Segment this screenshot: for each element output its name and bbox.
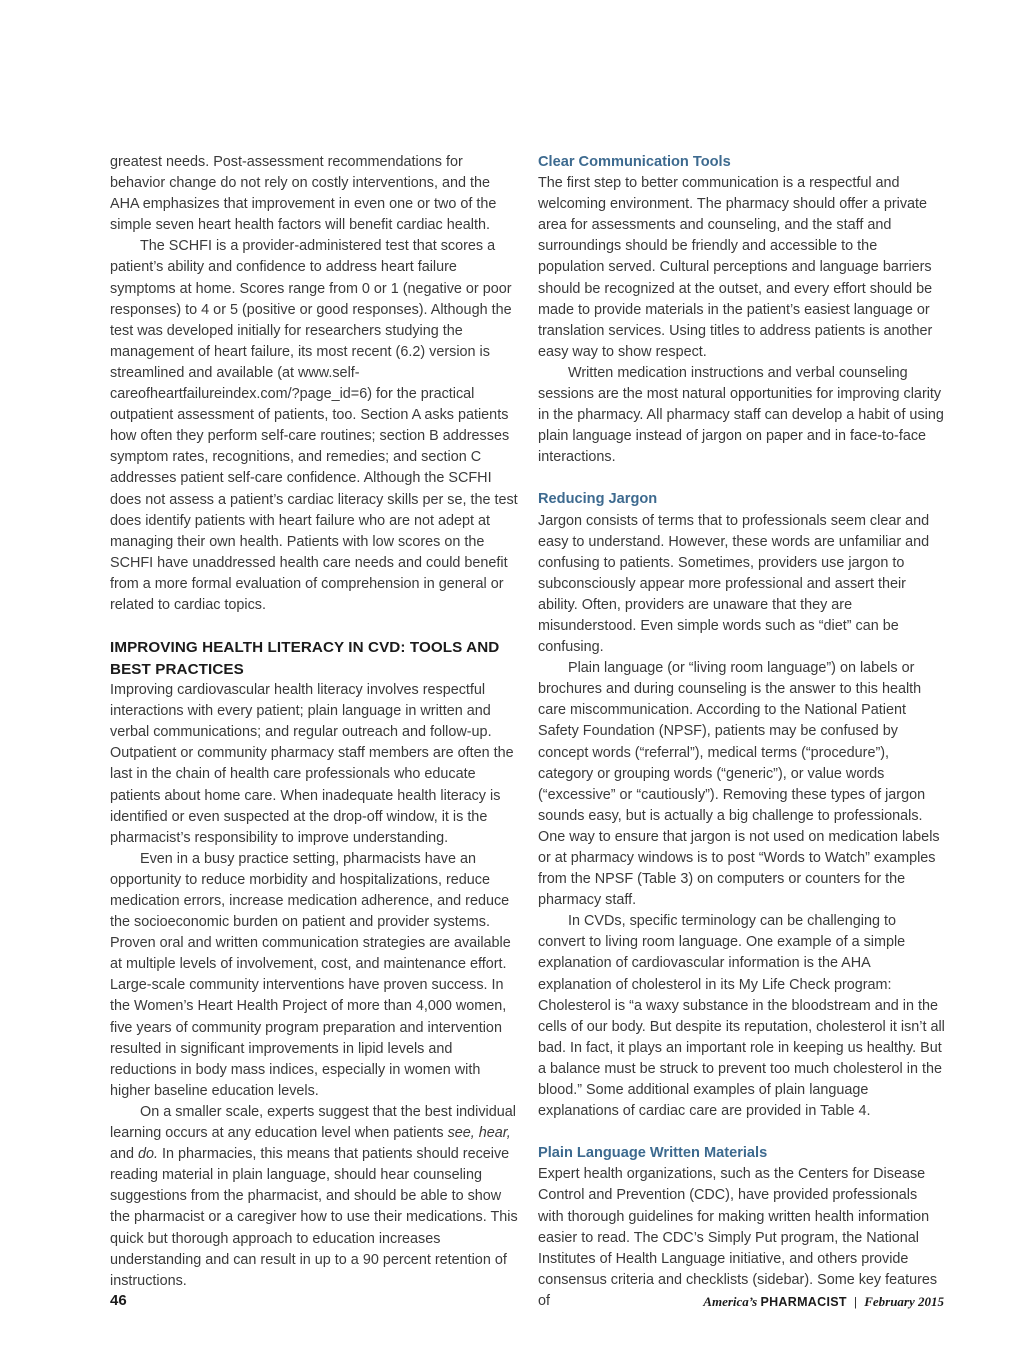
page-number: 46: [110, 1292, 127, 1309]
body-paragraph: Improving cardiovascular health literacy involves respectful interactions with every patient; plain language in written and verbal communications; and regular outreach and follow-up. Outpatient or community pharmacy staff members are often the last in the chain of health care professionals who educate patients about home care. When inadequate health literacy is identified or even suspected at the drop-off window, it is the pharmacist’s responsibility to improve understanding.: [110, 682, 514, 846]
text-run: In pharmacies, this means that patients should receive reading material in plain language, should hear counseling suggestions from the pharmacist, and should be able to show the pharmacist or a caregiver how to use their medications. This quick but thorough approach to education increases understanding and can result in up to a 90 percent retention of instructions.: [110, 1146, 518, 1289]
publication-prefix: America’s: [703, 1294, 758, 1309]
emphasis-text: see, hear,: [447, 1125, 511, 1142]
body-paragraph: The first step to better communication is a respectful and welcoming environment. The pharmacy should offer a private area for assessments and counseling, and the staff and surroundings should be friendly and accessible to the population served. Cultural perceptions and language barriers should be recognized at the outset, and every effort should be made to provide materials in the patient’s easiest language or translation services. Using titles to address patients is another easy way to show respect.: [538, 175, 933, 360]
body-paragraph: Expert health organizations, such as the Centers for Disease Control and Prevention (CDC), have provided professionals with thorough guidelines for making written health information easier to read. The CDC’s Simply Put program, the National Institutes of Health Language initiative, and others provide consensus criteria and checklists (sidebar). Some key features of: [538, 1166, 938, 1309]
issue-date: February 2015: [864, 1294, 944, 1309]
left-column: [110, 152, 520, 1292]
subsection-heading: Clear Communication Tools: [538, 154, 731, 170]
publication-name: PHARMACIST: [760, 1295, 847, 1309]
body-paragraph: greatest needs. Post-assessment recommendations for behavior change do not rely on costly interventions, and the AHA emphasizes that improvement in even one or two of the simple seven heart health factors will benefit cardiac health.: [110, 154, 497, 234]
text-run: and: [110, 1146, 139, 1163]
subsection-heading: Reducing Jargon: [538, 491, 658, 508]
running-footer: [703, 1294, 944, 1310]
section-heading: IMPROVING HEALTH LITERACY IN CVD: TOOLS AND BEST PRACTICES: [110, 639, 500, 678]
body-paragraph: [110, 1102, 520, 1292]
body-paragraph: In CVDs, specific terminology can be challenging to convert to living room language. One example of a simple explanation of cardiovascular information is the AHA explanation of cholesterol in its My Life Check program: Cholesterol is “a waxy substance in the bloodstream and in the cells of our body. But despite its reputation, cholesterol it isn’t all bad. In fact, it plays an important role in keeping us healthy. But a balance must be struck to prevent too much cholesterol in the blood.” Some additional examples of plain language explanations of cardiac care are provided in Table 4.: [538, 913, 945, 1120]
emphasis-text: do.: [138, 1146, 159, 1163]
body-paragraph: Plain language (or “living room language”) on labels or brochures and during counseling is the answer to this health care miscommunication. According to the National Patient Safety Foundation (NPSF), patients may be confused by concept words (“referral”), medical terms (“procedure”), category or grouping words (“generic”), or value words (“excessive” or “cautiously”). Removing these types of jargon sounds easy, but is actually a big challenge to professionals. One way to ensure that jargon is not used on medication labels or at pharmacy windows is to post “Words to Watch” examples from the NPSF (Table 3) on computers or counters for the pharmacy staff.: [538, 660, 940, 909]
subsection-heading: Plain Language Written Materials: [538, 1145, 768, 1162]
body-paragraph: Written medication instructions and verbal counseling sessions are the most natural opportunities for improving clarity in the pharmacy. All pharmacy staff can develop a habit of using plain language instead of jargon on paper and in face-to-face interactions.: [538, 364, 944, 466]
right-column: [538, 152, 946, 1312]
body-paragraph: The SCHFI is a provider-administered test that scores a patient’s ability and confidence to address heart failure symptoms at home. Scores range from 0 or 1 (negative or poor responses) to 4 or 5 (positive or good responses). Although the test was developed initially for researchers studying the management of heart failure, its most recent (6.2) version is streamlined and available (at www.self-careofheartfailureindex.com/?page_id=6) for the practical outpatient assessment of patients, too. Section A asks patients how often they perform self-care routines; section B addresses symptom rates, recognitions, and remedies; and section C addresses patient self-care confidence. Although the SCFHI does not assess a patient’s cardiac literacy skills per se, the test does identify patients with heart failure who are not adept at managing their own health. Patients with low scores on the SCHFI have unaddressed health care needs and could benefit from a more formal evaluation of comprehension in general or related to cardiac topics.: [110, 238, 518, 613]
body-paragraph: Even in a busy practice setting, pharmacists have an opportunity to reduce morbidity and hospitalizations, reduce medication errors, increase medication adherence, and reduce the socioeconomic burden on patient and provider systems. Proven oral and written communication strategies are available at multiple levels of involvement, cost, and maintenance effort. Large-scale community interventions have proven success. In the Women’s Heart Health Project of more than 4,000 women, five years of community program preparation and intervention resulted in significant improvements in lipid levels and reductions in body mass indices, especially in women with higher baseline education levels.: [110, 850, 511, 1099]
text-run: On a smaller scale, experts suggest that the best individual learning occurs at any education level when patients: [110, 1103, 516, 1142]
footer-separator: |: [854, 1294, 857, 1309]
body-paragraph: Jargon consists of terms that to professionals seem clear and easy to understand. However, these words are unfamiliar and confusing to patients. Sometimes, providers use jargon to subconsciously appear more professional and assert their ability. Often, providers are unaware that they are misunderstood. Even simple words such as “diet” can be confusing.: [538, 512, 930, 656]
